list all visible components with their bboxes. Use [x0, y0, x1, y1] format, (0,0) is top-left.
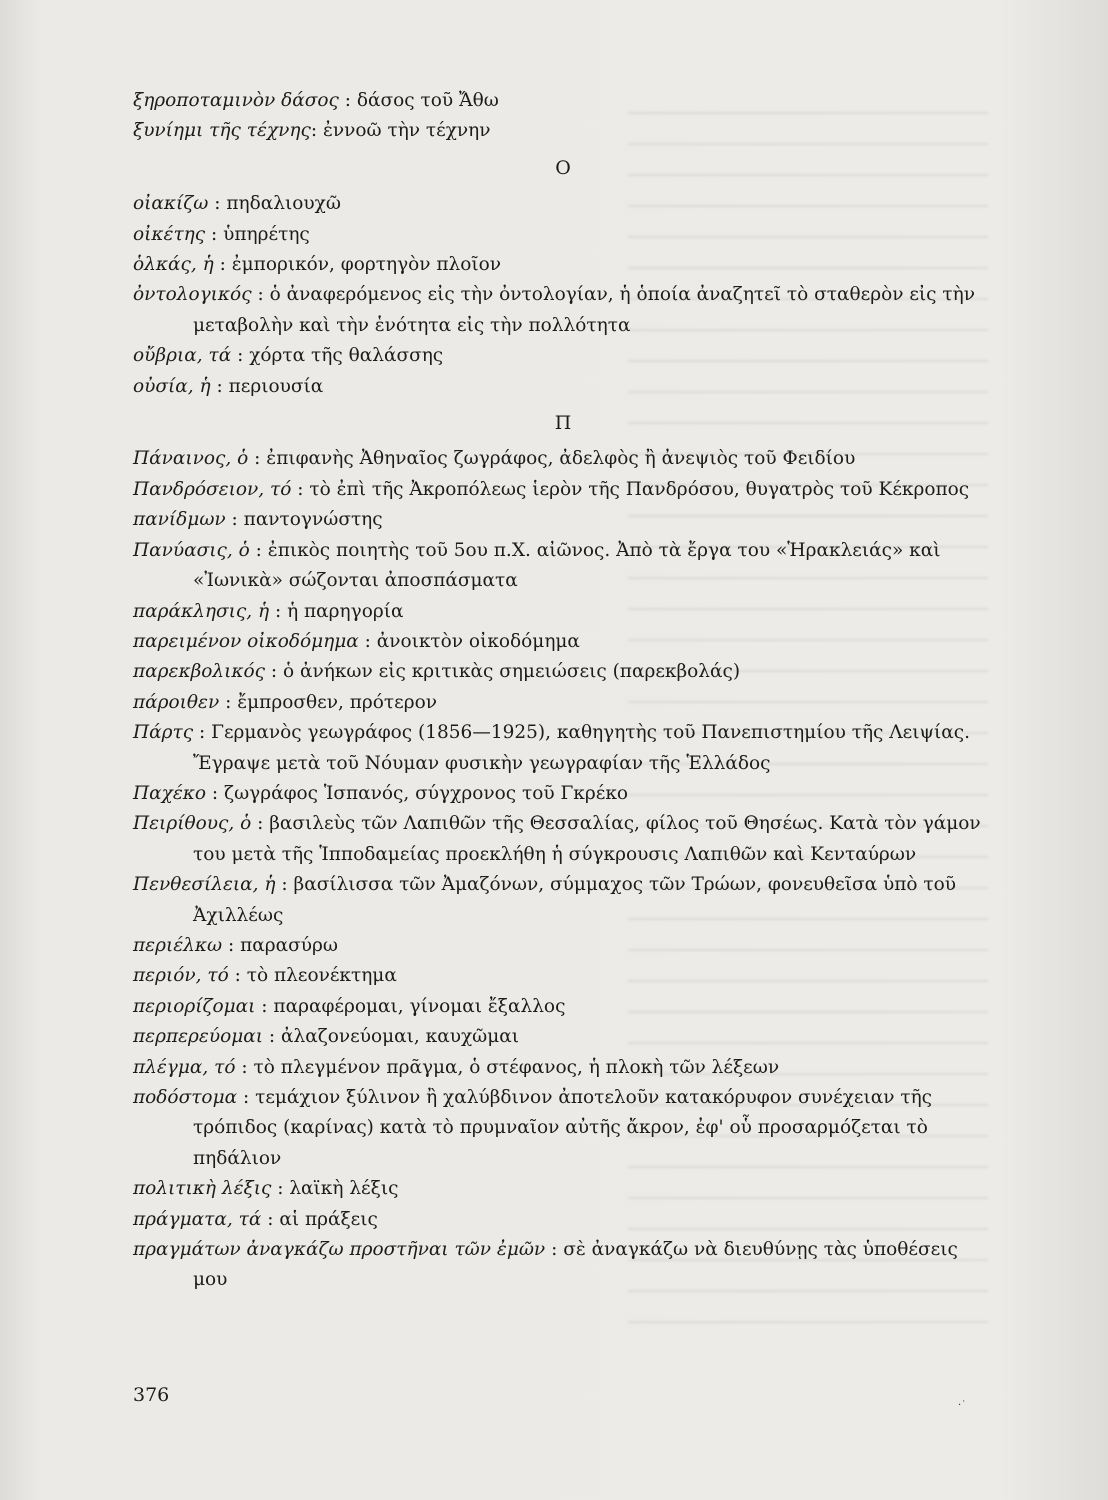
- glossary-entry: [133, 116, 993, 146]
- glossary-entry: [133, 688, 993, 718]
- entry-definition: τεμάχιον ξύλινον ἢ χαλύβδινον ἀποτελοῦν κατακόρυφον συνέχειαν τῆς τρόπιδος (καρίνας) κατὰ τὸ πρυμναῖον αὐτῆς ἄκρον, ἐφ' οὗ προσαρμόζεται τὸ πηδάλιον: [193, 1087, 933, 1169]
- glossary-entry: [133, 475, 993, 505]
- entry-definition: ὁ ἀναφερόμενος εἰς τὴν ὀντολογίαν, ἡ ὁποία ἀναζητεῖ τὸ σταθερὸν εἰς τὴν μεταβολὴν καὶ τὴν ἑνότητα εἰς τὴν πολλότητα: [193, 284, 975, 336]
- glossary-entry: [133, 1205, 993, 1235]
- entry-separator: :: [545, 1239, 564, 1261]
- entry-term: παρεκβολικός: [133, 661, 266, 683]
- entry-separator: :: [206, 782, 225, 804]
- entry-term: Πάναινος, ὁ: [133, 448, 249, 470]
- entry-definition: δάσος τοῦ Ἄθω: [356, 90, 499, 111]
- entry-definition: παραφέρομαι, γίνομαι ἔξαλλος: [273, 995, 566, 1017]
- glossary-entry: [133, 597, 993, 627]
- entry-definition: χόρτα τῆς θαλάσσης: [249, 345, 444, 367]
- entry-definition: ἐμπορικόν, φορτηγὸν πλοῖον: [231, 254, 502, 276]
- glossary-entry: [133, 992, 993, 1022]
- glossary-entry: [133, 1174, 993, 1204]
- entry-definition: αἱ πράξεις: [279, 1208, 378, 1230]
- glossary-entry: [133, 809, 993, 870]
- entry-definition: ἐπικὸς ποιητὴς τοῦ 5ου π.Χ. αἰῶνος. Ἀπὸ τὰ ἔργα του «Ἡρακλειάς» καὶ «Ἰωνικὰ» σώζονται ἀποσπάσματα: [193, 539, 941, 592]
- glossary-entry: [133, 536, 993, 597]
- entry-term: ξυνίημι τῆς τέχνης: [133, 120, 311, 142]
- entry-term: πάροιθεν: [133, 691, 220, 713]
- glossary-entry: [133, 931, 993, 961]
- glossary-entry: [133, 505, 993, 535]
- entry-definition: λαϊκὴ λέξις: [289, 1178, 399, 1200]
- glossary-entry: [133, 220, 993, 250]
- entry-separator: :: [261, 1208, 280, 1230]
- entry-term: περιόν, τό: [133, 965, 229, 987]
- entry-separator: :: [275, 874, 294, 896]
- entry-separator: :: [271, 1178, 290, 1200]
- entry-definition: περιουσία: [228, 375, 324, 397]
- glossary-entry: [133, 627, 993, 657]
- entry-separator: :: [358, 630, 377, 652]
- entry-term: Πενθεσίλεια, ἡ: [133, 874, 276, 896]
- entry-definition: τὸ ἐπὶ τῆς Ἀκροπόλεως ἱερὸν τῆς Πανδρόσου, θυγατρὸς τοῦ Κέκροπος: [309, 478, 970, 500]
- entry-separator: :: [291, 478, 310, 500]
- glossary-entry: [133, 1083, 993, 1174]
- entry-definition: ἀνοικτὸν οἰκοδόμημα: [376, 630, 580, 652]
- glossary-entry: [133, 657, 993, 687]
- entry-term: περιέλκω: [133, 934, 223, 956]
- entry-definition: ἔμπροσθεν, πρότερον: [237, 691, 437, 713]
- entry-term: παράκλησις, ἡ: [133, 600, 270, 622]
- entry-separator: :: [210, 375, 229, 397]
- entry-term: ξηροποταμινὸν δάσος: [133, 90, 339, 111]
- entry-definition: ἡ παρηγορία: [287, 600, 404, 622]
- glossary-entry: [133, 341, 993, 371]
- entry-definition: ζωγράφος Ἱσπανός, σύγχρονος τοῦ Γκρέκο: [224, 782, 629, 804]
- entry-definition: ἐπιφανὴς Ἀθηναῖος ζωγράφος, ἀδελφὸς ἢ ἀνεψιὸς τοῦ Φειδίου: [266, 448, 856, 470]
- entry-separator: :: [269, 600, 288, 622]
- entry-term: πολιτικὴ λέξις: [133, 1178, 272, 1200]
- entry-term: Παχέκο: [133, 782, 207, 804]
- glossary-entry: [133, 250, 993, 280]
- entry-separator: :: [310, 120, 323, 142]
- entry-term: ὀντολογικός: [133, 284, 252, 306]
- entry-separator: :: [251, 813, 270, 835]
- entry-term: περπερεύομαι: [133, 1026, 264, 1048]
- glossary-entry: [133, 779, 993, 809]
- entry-separator: :: [222, 934, 241, 956]
- entry-term: ὁλκάς, ἡ: [133, 254, 214, 276]
- entry-term: Πανδρόσειον, τό: [133, 478, 292, 500]
- glossary-entry: [133, 961, 993, 991]
- entry-definition: ὑπηρέτης: [223, 223, 310, 245]
- entry-term: πλέγμα, τό: [133, 1056, 236, 1078]
- glossary-entry: [133, 1235, 993, 1296]
- entry-term: περιορίζομαι: [133, 995, 256, 1017]
- entry-definition: ἀλαζονεύομαι, καυχῶμαι: [281, 1026, 520, 1048]
- entry-term: παρειμένον οἰκοδόμημα: [133, 630, 359, 652]
- entry-term: πραγμάτων ἀναγκάζω προστῆναι τῶν ἐμῶν: [133, 1239, 546, 1261]
- glossary-entry: [133, 86, 993, 116]
- entry-separator: :: [231, 345, 250, 367]
- entry-term: οἰκέτης: [133, 223, 206, 245]
- entry-term: ποδόστομα: [133, 1087, 238, 1108]
- glossary-entry: [133, 280, 993, 341]
- glossary-entry: [133, 444, 993, 474]
- entry-separator: :: [205, 223, 224, 245]
- entry-separator: :: [228, 965, 247, 987]
- entry-term: οἰακίζω: [133, 193, 209, 215]
- entry-definition: ἐννοῶ τὴν τέχνην: [322, 120, 491, 142]
- entry-definition: ὁ ἀνήκων εἰς κριτικὰς σημειώσεις (παρεκβολάς): [283, 661, 741, 683]
- entry-separator: :: [338, 90, 357, 111]
- glossary-entry: [133, 870, 993, 931]
- entry-separator: :: [265, 661, 284, 683]
- section-letter-pi: Π: [554, 412, 572, 435]
- entry-separator: :: [237, 1087, 256, 1108]
- entry-separator: :: [213, 254, 232, 276]
- entry-separator: :: [219, 691, 238, 713]
- entry-separator: :: [255, 995, 274, 1017]
- entry-definition: βασίλισσα τῶν Ἀμαζόνων, σύμμαχος τῶν Τρώων, φονευθεῖσα ὑπὸ τοῦ Ἀχιλλέως: [193, 874, 957, 926]
- entry-definition: παντογνώστης: [243, 509, 383, 531]
- entry-term: οὔβρια, τά: [133, 345, 232, 367]
- entry-definition: τὸ πλεονέκτημα: [246, 965, 397, 987]
- glossary-entry: [133, 718, 993, 779]
- glossary-entry: [133, 1022, 993, 1052]
- entry-definition: τὸ πλεγμένον πρᾶγμα, ὁ στέφανος, ἡ πλοκὴ τῶν λέξεων: [253, 1056, 780, 1078]
- entry-definition: βασιλεὺς τῶν Λαπιθῶν τῆς Θεσσαλίας, φίλος τοῦ Θησέως. Κατὰ τὸν γάμον του μετὰ τῆς Ἱπποδαμείας προεκλήθη ἡ σύγκρουσις Λαπιθῶν καὶ Κενταύρων: [193, 813, 981, 865]
- glossary-entry: [133, 372, 993, 402]
- entry-separator: :: [193, 722, 212, 744]
- entry-separator: :: [235, 1056, 254, 1078]
- entry-term: Πειρίθους, ὁ: [133, 813, 252, 835]
- entry-definition: παρασύρω: [240, 934, 338, 956]
- entry-definition: σὲ ἀναγκάζω νὰ διευθύνῃς τὰς ὑποθέσεις μου: [193, 1239, 958, 1291]
- entry-term: Πανύασις, ὁ: [133, 539, 250, 561]
- entry-separator: :: [225, 509, 244, 531]
- glossary-content: [133, 86, 993, 1296]
- section-letter-omicron: Ο: [555, 156, 571, 179]
- entry-definition: πηδαλιουχῶ: [226, 193, 341, 215]
- entry-separator: :: [263, 1026, 282, 1048]
- page-number: 376: [133, 1384, 170, 1406]
- entry-term: οὐσία, ἡ: [133, 375, 211, 397]
- glossary-entry: [133, 1053, 993, 1083]
- entry-separator: :: [248, 448, 267, 470]
- entry-separator: :: [251, 284, 270, 306]
- entry-separator: :: [208, 193, 227, 215]
- entry-term: πράγματα, τά: [133, 1208, 262, 1230]
- entry-term: Πάρτς: [133, 722, 194, 744]
- entry-definition: Γερμανὸς γεωγράφος (1856—1925), καθηγητὴς τοῦ Πανεπιστημίου τῆς Λειψίας. Ἔγραψε μετὰ τοῦ Νόυμαν φυσικὴν γεωγραφίαν τῆς Ἑλλάδος: [193, 722, 970, 774]
- entry-term: πανίδμων: [133, 509, 226, 531]
- ink-speck: ·˙: [958, 1400, 967, 1411]
- glossary-entry: [133, 189, 993, 219]
- entry-separator: :: [249, 539, 268, 561]
